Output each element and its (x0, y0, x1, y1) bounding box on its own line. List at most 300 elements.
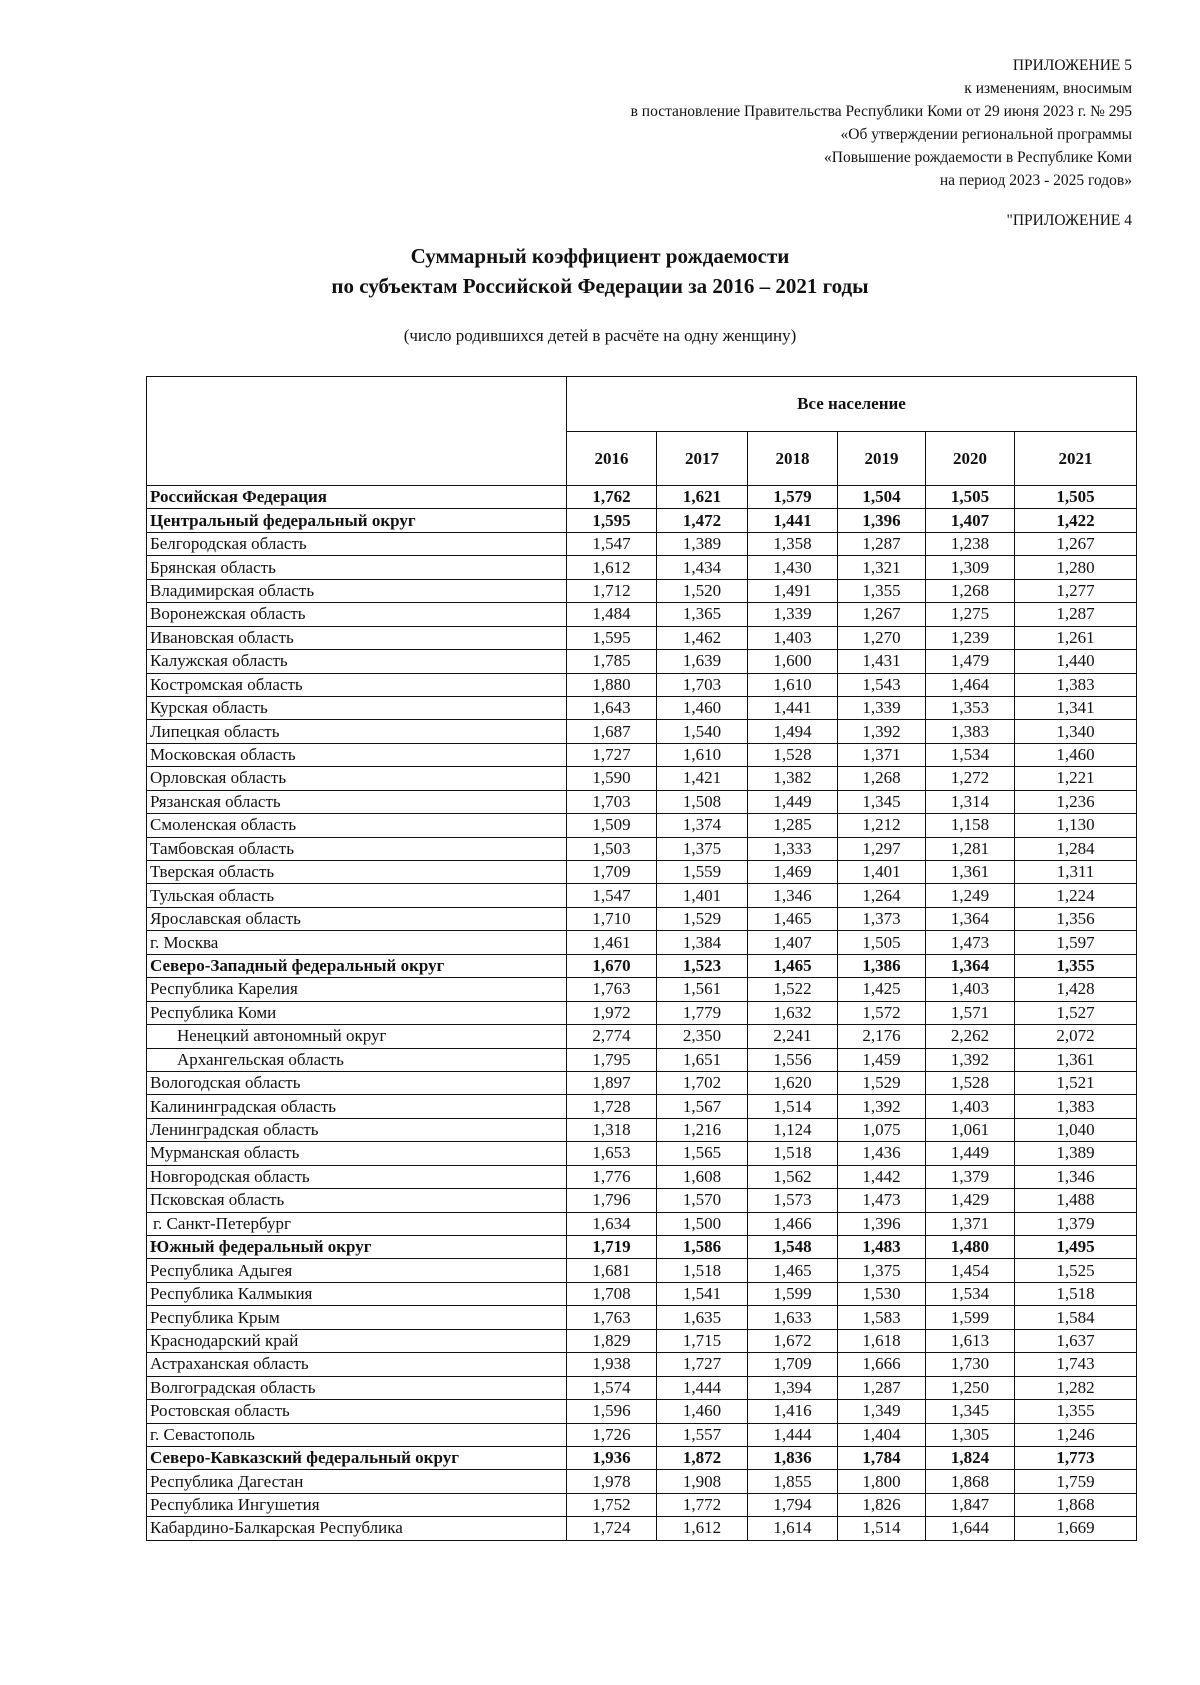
fertility-value: 1,434 (657, 556, 748, 579)
fertility-value: 1,727 (567, 743, 657, 766)
fertility-value: 1,373 (838, 907, 926, 930)
table-row (147, 1118, 1137, 1141)
fertility-value: 1,472 (657, 509, 748, 532)
fertility-value: 1,267 (838, 603, 926, 626)
table-row (147, 673, 1137, 696)
fertility-value: 1,637 (1015, 1329, 1137, 1352)
fertility-value: 1,461 (567, 931, 657, 954)
fertility-value: 1,763 (567, 978, 657, 1001)
fertility-value: 1,972 (567, 1001, 657, 1024)
table-row (147, 743, 1137, 766)
fertility-value: 1,379 (1015, 1212, 1137, 1235)
fertility-value: 1,280 (1015, 556, 1137, 579)
fertility-value: 1,261 (1015, 626, 1137, 649)
fertility-value: 1,428 (1015, 978, 1137, 1001)
table-row (147, 1236, 1137, 1259)
fertility-value: 1,643 (567, 696, 657, 719)
fertility-value: 1,339 (838, 696, 926, 719)
fertility-value: 1,800 (838, 1470, 926, 1493)
table-row (147, 1400, 1137, 1423)
fertility-value: 1,216 (657, 1118, 748, 1141)
fertility-value: 1,829 (567, 1329, 657, 1352)
fertility-value: 1,868 (926, 1470, 1015, 1493)
region-name: Вологодская область (147, 1071, 567, 1094)
fertility-value: 1,349 (838, 1400, 926, 1423)
table-row (147, 1025, 1137, 1048)
region-header-cell (147, 377, 567, 486)
fertility-value: 1,712 (567, 579, 657, 602)
fertility-value: 1,314 (926, 790, 1015, 813)
fertility-value: 1,776 (567, 1165, 657, 1188)
fertility-value: 1,495 (1015, 1236, 1137, 1259)
fertility-value: 1,505 (1015, 486, 1137, 509)
region-name: Калининградская область (147, 1095, 567, 1118)
fertility-value: 1,483 (838, 1236, 926, 1259)
region-name: г. Севастополь (147, 1423, 567, 1446)
fertility-value: 1,824 (926, 1446, 1015, 1469)
table-row (147, 1353, 1137, 1376)
fertility-value: 1,978 (567, 1470, 657, 1493)
fertility-value: 1,730 (926, 1353, 1015, 1376)
fertility-value: 1,464 (926, 673, 1015, 696)
fertility-value: 1,284 (1015, 837, 1137, 860)
fertility-value: 1,403 (926, 1095, 1015, 1118)
fertility-value: 1,570 (657, 1189, 748, 1212)
fertility-value: 1,634 (567, 1212, 657, 1235)
fertility-value: 1,785 (567, 650, 657, 673)
table-row (147, 907, 1137, 930)
appendix-header (631, 54, 1132, 192)
table-row (147, 1493, 1137, 1516)
fertility-value: 1,282 (1015, 1376, 1137, 1399)
fertility-value: 1,503 (567, 837, 657, 860)
fertility-value: 1,250 (926, 1376, 1015, 1399)
fertility-value: 2,176 (838, 1025, 926, 1048)
table-row (147, 1446, 1137, 1469)
fertility-value: 1,270 (838, 626, 926, 649)
fertility-value: 1,500 (657, 1212, 748, 1235)
fertility-value: 1,597 (1015, 931, 1137, 954)
fertility-value: 1,346 (1015, 1165, 1137, 1188)
fertility-value: 1,518 (1015, 1282, 1137, 1305)
fertility-value: 1,880 (567, 673, 657, 696)
fertility-value: 1,403 (748, 626, 838, 649)
fertility-value: 1,355 (1015, 954, 1137, 977)
region-name: Российская Федерация (147, 486, 567, 509)
fertility-value: 1,583 (838, 1306, 926, 1329)
fertility-value: 1,224 (1015, 884, 1137, 907)
fertility-value: 1,633 (748, 1306, 838, 1329)
fertility-value: 1,268 (926, 579, 1015, 602)
fertility-value: 1,422 (1015, 509, 1137, 532)
fertility-value: 1,772 (657, 1493, 748, 1516)
fertility-value: 1,600 (748, 650, 838, 673)
fertility-value: 1,361 (926, 861, 1015, 884)
fertility-value: 1,440 (1015, 650, 1137, 673)
table-body (147, 486, 1137, 1541)
fertility-value: 2,072 (1015, 1025, 1137, 1048)
fertility-value: 1,277 (1015, 579, 1137, 602)
fertility-value: 1,681 (567, 1259, 657, 1282)
table-row (147, 1212, 1137, 1235)
fertility-value: 1,287 (838, 532, 926, 555)
fertility-value: 1,442 (838, 1165, 926, 1188)
region-name: Псковская область (147, 1189, 567, 1212)
fertility-value: 1,762 (567, 486, 657, 509)
fertility-value: 1,727 (657, 1353, 748, 1376)
table-row (147, 603, 1137, 626)
fertility-value: 1,494 (748, 720, 838, 743)
region-name: Орловская область (147, 767, 567, 790)
table-row (147, 1142, 1137, 1165)
region-name: Московская область (147, 743, 567, 766)
fertility-value: 1,275 (926, 603, 1015, 626)
fertility-value: 2,241 (748, 1025, 838, 1048)
fertility-value: 1,212 (838, 814, 926, 837)
header-line: «Об утверждении региональной программы (840, 126, 1132, 143)
fertility-value: 1,528 (748, 743, 838, 766)
fertility-value: 1,441 (748, 509, 838, 532)
fertility-value: 1,404 (838, 1423, 926, 1446)
region-name: Южный федеральный округ (147, 1236, 567, 1259)
fertility-value: 1,365 (657, 603, 748, 626)
fertility-value: 1,321 (838, 556, 926, 579)
fertility-value: 1,425 (838, 978, 926, 1001)
fertility-value: 1,431 (838, 650, 926, 673)
fertility-value: 1,795 (567, 1048, 657, 1071)
fertility-value: 1,297 (838, 837, 926, 860)
table-row (147, 1282, 1137, 1305)
table-row (147, 626, 1137, 649)
fertility-value: 1,375 (657, 837, 748, 860)
fertility-value: 1,796 (567, 1189, 657, 1212)
fertility-value: 1,505 (926, 486, 1015, 509)
table-row (147, 579, 1137, 602)
fertility-value: 1,268 (838, 767, 926, 790)
header-line: к изменениям, вносимым (964, 80, 1132, 97)
fertility-value: 1,429 (926, 1189, 1015, 1212)
fertility-value: 1,614 (748, 1517, 838, 1540)
fertility-value: 1,608 (657, 1165, 748, 1188)
fertility-value: 1,465 (748, 1259, 838, 1282)
fertility-value: 1,287 (838, 1376, 926, 1399)
fertility-value: 1,708 (567, 1282, 657, 1305)
fertility-value: 1,401 (838, 861, 926, 884)
appendix-4-label: "ПРИЛОЖЕНИЕ 4 (1006, 212, 1132, 229)
fertility-value: 1,620 (748, 1071, 838, 1094)
table-row (147, 1071, 1137, 1094)
fertility-value: 1,534 (926, 1282, 1015, 1305)
table-row (147, 486, 1137, 509)
fertility-value: 1,759 (1015, 1470, 1137, 1493)
region-name: Владимирская область (147, 579, 567, 602)
region-name: Рязанская область (147, 790, 567, 813)
year-header: 2018 (748, 432, 838, 486)
fertility-value: 1,653 (567, 1142, 657, 1165)
fertility-value: 1,340 (1015, 720, 1137, 743)
fertility-value: 1,469 (748, 861, 838, 884)
fertility-value: 1,333 (748, 837, 838, 860)
fertility-value: 1,345 (926, 1400, 1015, 1423)
fertility-value: 1,287 (1015, 603, 1137, 626)
fertility-value: 1,670 (567, 954, 657, 977)
fertility-value: 2,350 (657, 1025, 748, 1048)
region-name: Тамбовская область (147, 837, 567, 860)
fertility-value: 1,520 (657, 579, 748, 602)
region-name: Калужская область (147, 650, 567, 673)
fertility-value: 1,509 (567, 814, 657, 837)
fertility-value: 1,339 (748, 603, 838, 626)
table-row (147, 790, 1137, 813)
fertility-value: 1,779 (657, 1001, 748, 1024)
fertility-value: 1,897 (567, 1071, 657, 1094)
region-name: Мурманская область (147, 1142, 567, 1165)
fertility-value: 1,632 (748, 1001, 838, 1024)
fertility-value: 1,403 (926, 978, 1015, 1001)
fertility-value: 1,479 (926, 650, 1015, 673)
fertility-value: 1,356 (1015, 907, 1137, 930)
table-row (147, 1001, 1137, 1024)
fertility-value: 1,460 (657, 696, 748, 719)
fertility-value: 1,285 (748, 814, 838, 837)
fertility-value: 1,527 (1015, 1001, 1137, 1024)
fertility-value: 1,371 (926, 1212, 1015, 1235)
fertility-value: 1,462 (657, 626, 748, 649)
region-name: Тверская область (147, 861, 567, 884)
fertility-value: 1,574 (567, 1376, 657, 1399)
fertility-value: 1,610 (748, 673, 838, 696)
fertility-value: 1,908 (657, 1470, 748, 1493)
fertility-value: 1,386 (838, 954, 926, 977)
fertility-value: 1,491 (748, 579, 838, 602)
fertility-value: 1,514 (748, 1095, 838, 1118)
fertility-value: 1,124 (748, 1118, 838, 1141)
table-row (147, 1259, 1137, 1282)
fertility-table (146, 376, 1137, 1541)
fertility-value: 1,752 (567, 1493, 657, 1516)
region-name: г. Москва (147, 931, 567, 954)
fertility-value: 1,401 (657, 884, 748, 907)
fertility-value: 1,703 (567, 790, 657, 813)
fertility-value: 1,449 (748, 790, 838, 813)
header-line: в постановление Правительства Республики Коми от 29 июня 2023 г. № 295 (630, 103, 1132, 120)
region-name: Белгородская область (147, 532, 567, 555)
fertility-value: 1,635 (657, 1306, 748, 1329)
fertility-value: 1,743 (1015, 1353, 1137, 1376)
fertility-value: 1,341 (1015, 696, 1137, 719)
fertility-value: 1,465 (748, 907, 838, 930)
table-row (147, 1165, 1137, 1188)
fertility-value: 1,374 (657, 814, 748, 837)
fertility-value: 1,416 (748, 1400, 838, 1423)
region-name: Архангельская область (147, 1048, 567, 1071)
table-row (147, 954, 1137, 977)
fertility-value: 1,392 (838, 1095, 926, 1118)
region-name: Липецкая область (147, 720, 567, 743)
fertility-value: 1,383 (926, 720, 1015, 743)
region-name: Костромская область (147, 673, 567, 696)
fertility-value: 1,561 (657, 978, 748, 1001)
fertility-value: 1,599 (748, 1282, 838, 1305)
region-name: Кабардино-Балкарская Республика (147, 1517, 567, 1540)
fertility-value: 1,669 (1015, 1517, 1137, 1540)
fertility-value: 1,361 (1015, 1048, 1137, 1071)
fertility-value: 1,318 (567, 1118, 657, 1141)
fertility-value: 1,523 (657, 954, 748, 977)
fertility-value: 1,508 (657, 790, 748, 813)
fertility-value: 1,441 (748, 696, 838, 719)
fertility-value: 1,596 (567, 1400, 657, 1423)
fertility-value: 1,836 (748, 1446, 838, 1469)
fertility-value: 1,518 (748, 1142, 838, 1165)
fertility-value: 1,719 (567, 1236, 657, 1259)
fertility-value: 1,040 (1015, 1118, 1137, 1141)
fertility-value: 1,264 (838, 884, 926, 907)
document-subtitle: (число родившихся детей в расчёте на одну женщину) (403, 326, 797, 345)
fertility-value: 1,571 (926, 1001, 1015, 1024)
region-name: Астраханская область (147, 1353, 567, 1376)
fertility-value: 1,436 (838, 1142, 926, 1165)
fertility-value: 1,061 (926, 1118, 1015, 1141)
fertility-value: 1,672 (748, 1329, 838, 1352)
fertility-value: 1,543 (838, 673, 926, 696)
header-line: ПРИЛОЖЕНИЕ 5 (1012, 57, 1132, 74)
fertility-value: 1,709 (748, 1353, 838, 1376)
table-row (147, 978, 1137, 1001)
fertility-value: 1,383 (1015, 1095, 1137, 1118)
fertility-value: 1,572 (838, 1001, 926, 1024)
fertility-value: 1,613 (926, 1329, 1015, 1352)
region-name: Республика Карелия (147, 978, 567, 1001)
fertility-value: 1,392 (838, 720, 926, 743)
fertility-value: 1,358 (748, 532, 838, 555)
fertility-value: 1,407 (926, 509, 1015, 532)
fertility-value: 1,272 (926, 767, 1015, 790)
fertility-value: 1,595 (567, 626, 657, 649)
fertility-value: 1,281 (926, 837, 1015, 860)
region-name: Ленинградская область (147, 1118, 567, 1141)
region-name: Северо-Западный федеральный округ (147, 954, 567, 977)
table-row (147, 861, 1137, 884)
fertility-value: 1,459 (838, 1048, 926, 1071)
fertility-value: 1,709 (567, 861, 657, 884)
fertility-value: 1,488 (1015, 1189, 1137, 1212)
fertility-value: 1,584 (1015, 1306, 1137, 1329)
region-name: Республика Дагестан (147, 1470, 567, 1493)
table-row (147, 1423, 1137, 1446)
fertility-value: 1,522 (748, 978, 838, 1001)
fertility-value: 1,586 (657, 1236, 748, 1259)
table-row (147, 696, 1137, 719)
fertility-value: 1,612 (567, 556, 657, 579)
table-row (147, 532, 1137, 555)
region-name: Краснодарский край (147, 1329, 567, 1352)
fertility-value: 1,238 (926, 532, 1015, 555)
fertility-value: 1,460 (657, 1400, 748, 1423)
fertility-value: 1,075 (838, 1118, 926, 1141)
fertility-value: 1,548 (748, 1236, 838, 1259)
fertility-value: 1,473 (838, 1189, 926, 1212)
fertility-value: 1,528 (926, 1071, 1015, 1094)
region-name: Республика Крым (147, 1306, 567, 1329)
region-name: Северо-Кавказский федеральный округ (147, 1446, 567, 1469)
fertility-value: 1,375 (838, 1259, 926, 1282)
fertility-value: 1,505 (838, 931, 926, 954)
fertility-value: 1,239 (926, 626, 1015, 649)
fertility-value: 1,346 (748, 884, 838, 907)
fertility-value: 1,521 (1015, 1071, 1137, 1094)
fertility-value: 1,465 (748, 954, 838, 977)
fertility-value: 1,466 (748, 1212, 838, 1235)
table-row (147, 1095, 1137, 1118)
fertility-value: 1,726 (567, 1423, 657, 1446)
fertility-value: 1,345 (838, 790, 926, 813)
region-name: Ивановская область (147, 626, 567, 649)
fertility-value: 1,540 (657, 720, 748, 743)
region-name: Воронежская область (147, 603, 567, 626)
fertility-value: 1,547 (567, 532, 657, 555)
year-header: 2019 (838, 432, 926, 486)
fertility-value: 1,221 (1015, 767, 1137, 790)
fertility-value: 2,774 (567, 1025, 657, 1048)
fertility-value: 1,559 (657, 861, 748, 884)
region-name: Центральный федеральный округ (147, 509, 567, 532)
fertility-value: 1,847 (926, 1493, 1015, 1516)
fertility-value: 1,547 (567, 884, 657, 907)
title-line-1: Суммарный коэффициент рождаемости (410, 244, 790, 268)
fertility-value: 1,618 (838, 1329, 926, 1352)
region-name: Курская область (147, 696, 567, 719)
fertility-value: 1,249 (926, 884, 1015, 907)
fertility-value: 1,355 (1015, 1400, 1137, 1423)
table-row (147, 1329, 1137, 1352)
table-row (147, 837, 1137, 860)
table-row (147, 1470, 1137, 1493)
fertility-value: 1,473 (926, 931, 1015, 954)
region-name: Смоленская область (147, 814, 567, 837)
fertility-value: 1,130 (1015, 814, 1137, 837)
table-row (147, 884, 1137, 907)
table-row (147, 556, 1137, 579)
fertility-value: 1,449 (926, 1142, 1015, 1165)
region-name: Волгоградская область (147, 1376, 567, 1399)
header-line: «Повышение рождаемости в Республике Коми (824, 149, 1132, 166)
fertility-value: 1,773 (1015, 1446, 1137, 1469)
fertility-value: 1,562 (748, 1165, 838, 1188)
fertility-value: 1,724 (567, 1517, 657, 1540)
fertility-value: 1,715 (657, 1329, 748, 1352)
fertility-value: 1,382 (748, 767, 838, 790)
fertility-value: 1,460 (1015, 743, 1137, 766)
fertility-value: 1,518 (657, 1259, 748, 1282)
fertility-value: 1,389 (1015, 1142, 1137, 1165)
table-row (147, 814, 1137, 837)
table-row (147, 509, 1137, 532)
fertility-value: 1,379 (926, 1165, 1015, 1188)
table-row (147, 1376, 1137, 1399)
fertility-value: 1,407 (748, 931, 838, 954)
fertility-value: 1,394 (748, 1376, 838, 1399)
fertility-value: 1,309 (926, 556, 1015, 579)
table-row (147, 1517, 1137, 1540)
fertility-value: 1,529 (838, 1071, 926, 1094)
fertility-value: 1,444 (748, 1423, 838, 1446)
table-row (147, 1306, 1137, 1329)
fertility-value: 1,530 (838, 1282, 926, 1305)
fertility-value: 1,666 (838, 1353, 926, 1376)
fertility-value: 1,484 (567, 603, 657, 626)
fertility-value: 1,644 (926, 1517, 1015, 1540)
